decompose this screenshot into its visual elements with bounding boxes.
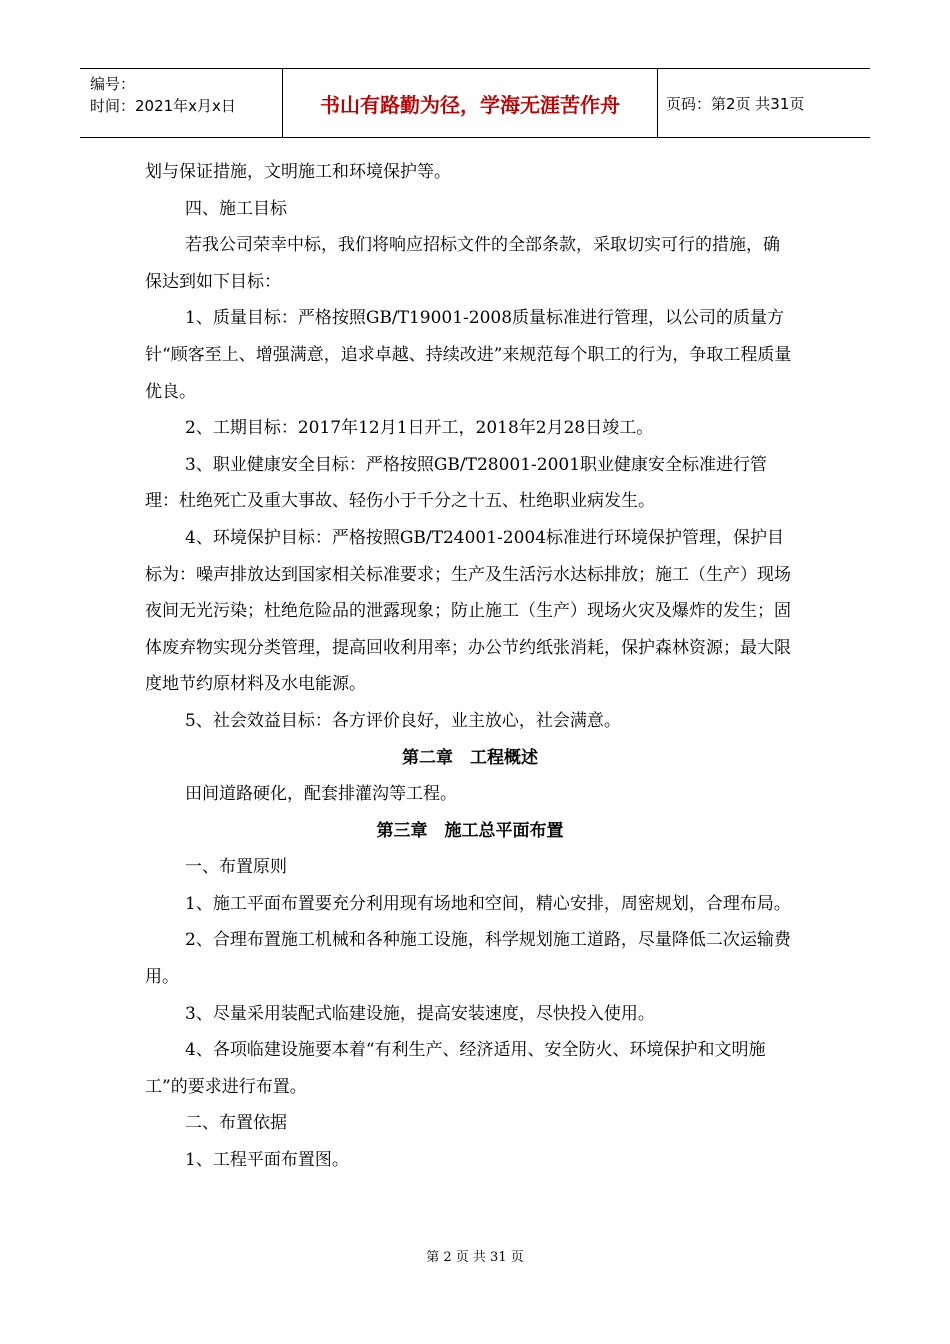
section-heading: 四、施工目标 <box>185 198 287 219</box>
chapter-heading: 第二章 工程概述 <box>402 747 538 768</box>
body-paragraph: 若我公司荣幸中标，我们将响应招标文件的全部条款，采取切实可行的措施，确保达到如下目标： <box>145 235 780 292</box>
section-heading: 二、布置依据 <box>185 1113 287 1134</box>
page-header <box>80 68 870 138</box>
header-motto: 书山有路勤为径，学海无涯苦作舟 <box>283 69 658 137</box>
body-paragraph: 1、质量目标：严格按照GB/T19001-2008质量标准进行管理，以公司的质量方针“顾客至上、增强满意，追求卓越、持续改进”来规范每个职工的行为，争取工程质量优良。 <box>145 308 792 402</box>
header-meta <box>80 69 283 137</box>
chapter-heading: 第三章 施工总平面布置 <box>376 820 564 841</box>
body-paragraph: 2、工期目标：2017年12月1日开工，2018年2月28日竣工。 <box>185 418 654 439</box>
body-paragraph: 3、职业健康安全目标：严格按照GB/T28001-2001职业健康安全标准进行管理：杜绝死亡及重大事故、轻伤小于千分之十五、杜绝职业病发生。 <box>145 454 768 512</box>
doc-time-label: 时间：2021年x月x日 <box>90 97 236 115</box>
body-text: 划与保证措施，文明施工和环境保护等。 <box>145 162 451 182</box>
body-paragraph: 3、尽量采用装配式临建设施，提高安装速度，尽快投入使用。 <box>185 1003 655 1024</box>
body-paragraph: 1、施工平面布置要充分利用现有场地和空间，精心安排，周密规划，合理布局。 <box>185 893 791 914</box>
body-paragraph: 田间道路硬化，配套排灌沟等工程。 <box>185 784 457 805</box>
page-footer: 第 2 页 共 31 页 <box>426 1250 524 1265</box>
section-heading: 一、布置原则 <box>185 857 287 878</box>
header-page-info: 页码：第2页 共31页 <box>666 94 805 113</box>
body-paragraph: 4、环境保护目标：严格按照GB/T24001-2004标准进行环境保护管理，保护目标为：噪声排放达到国家相关标准要求；生产及生活污水达标排放；施工（生产）现场夜间无光污染；杜绝危险品的泄露现象；防止施工（生产）现场火灾及爆炸的发生；固体废弃物实现分类管理，提高回收利用率；办公节约纸张消耗，保护森林资源；最大限度地节约原材料及水电能源。 <box>145 527 791 695</box>
body-paragraph: 5、社会效益目标：各方评价良好，业主放心，社会满意。 <box>185 710 621 731</box>
body-paragraph: 2、合理布置施工机械和各种施工设施，科学规划施工道路，尽量降低二次运输费用。 <box>145 930 791 988</box>
document-body <box>145 154 795 1179</box>
body-paragraph: 1、工程平面布置图。 <box>185 1150 349 1171</box>
doc-number-label: 编号： <box>90 75 136 93</box>
body-paragraph: 4、各项临建设施要本着“有利生产、经济适用、安全防火、环境保护和文明施工”的要求进行布置。 <box>145 1040 766 1097</box>
